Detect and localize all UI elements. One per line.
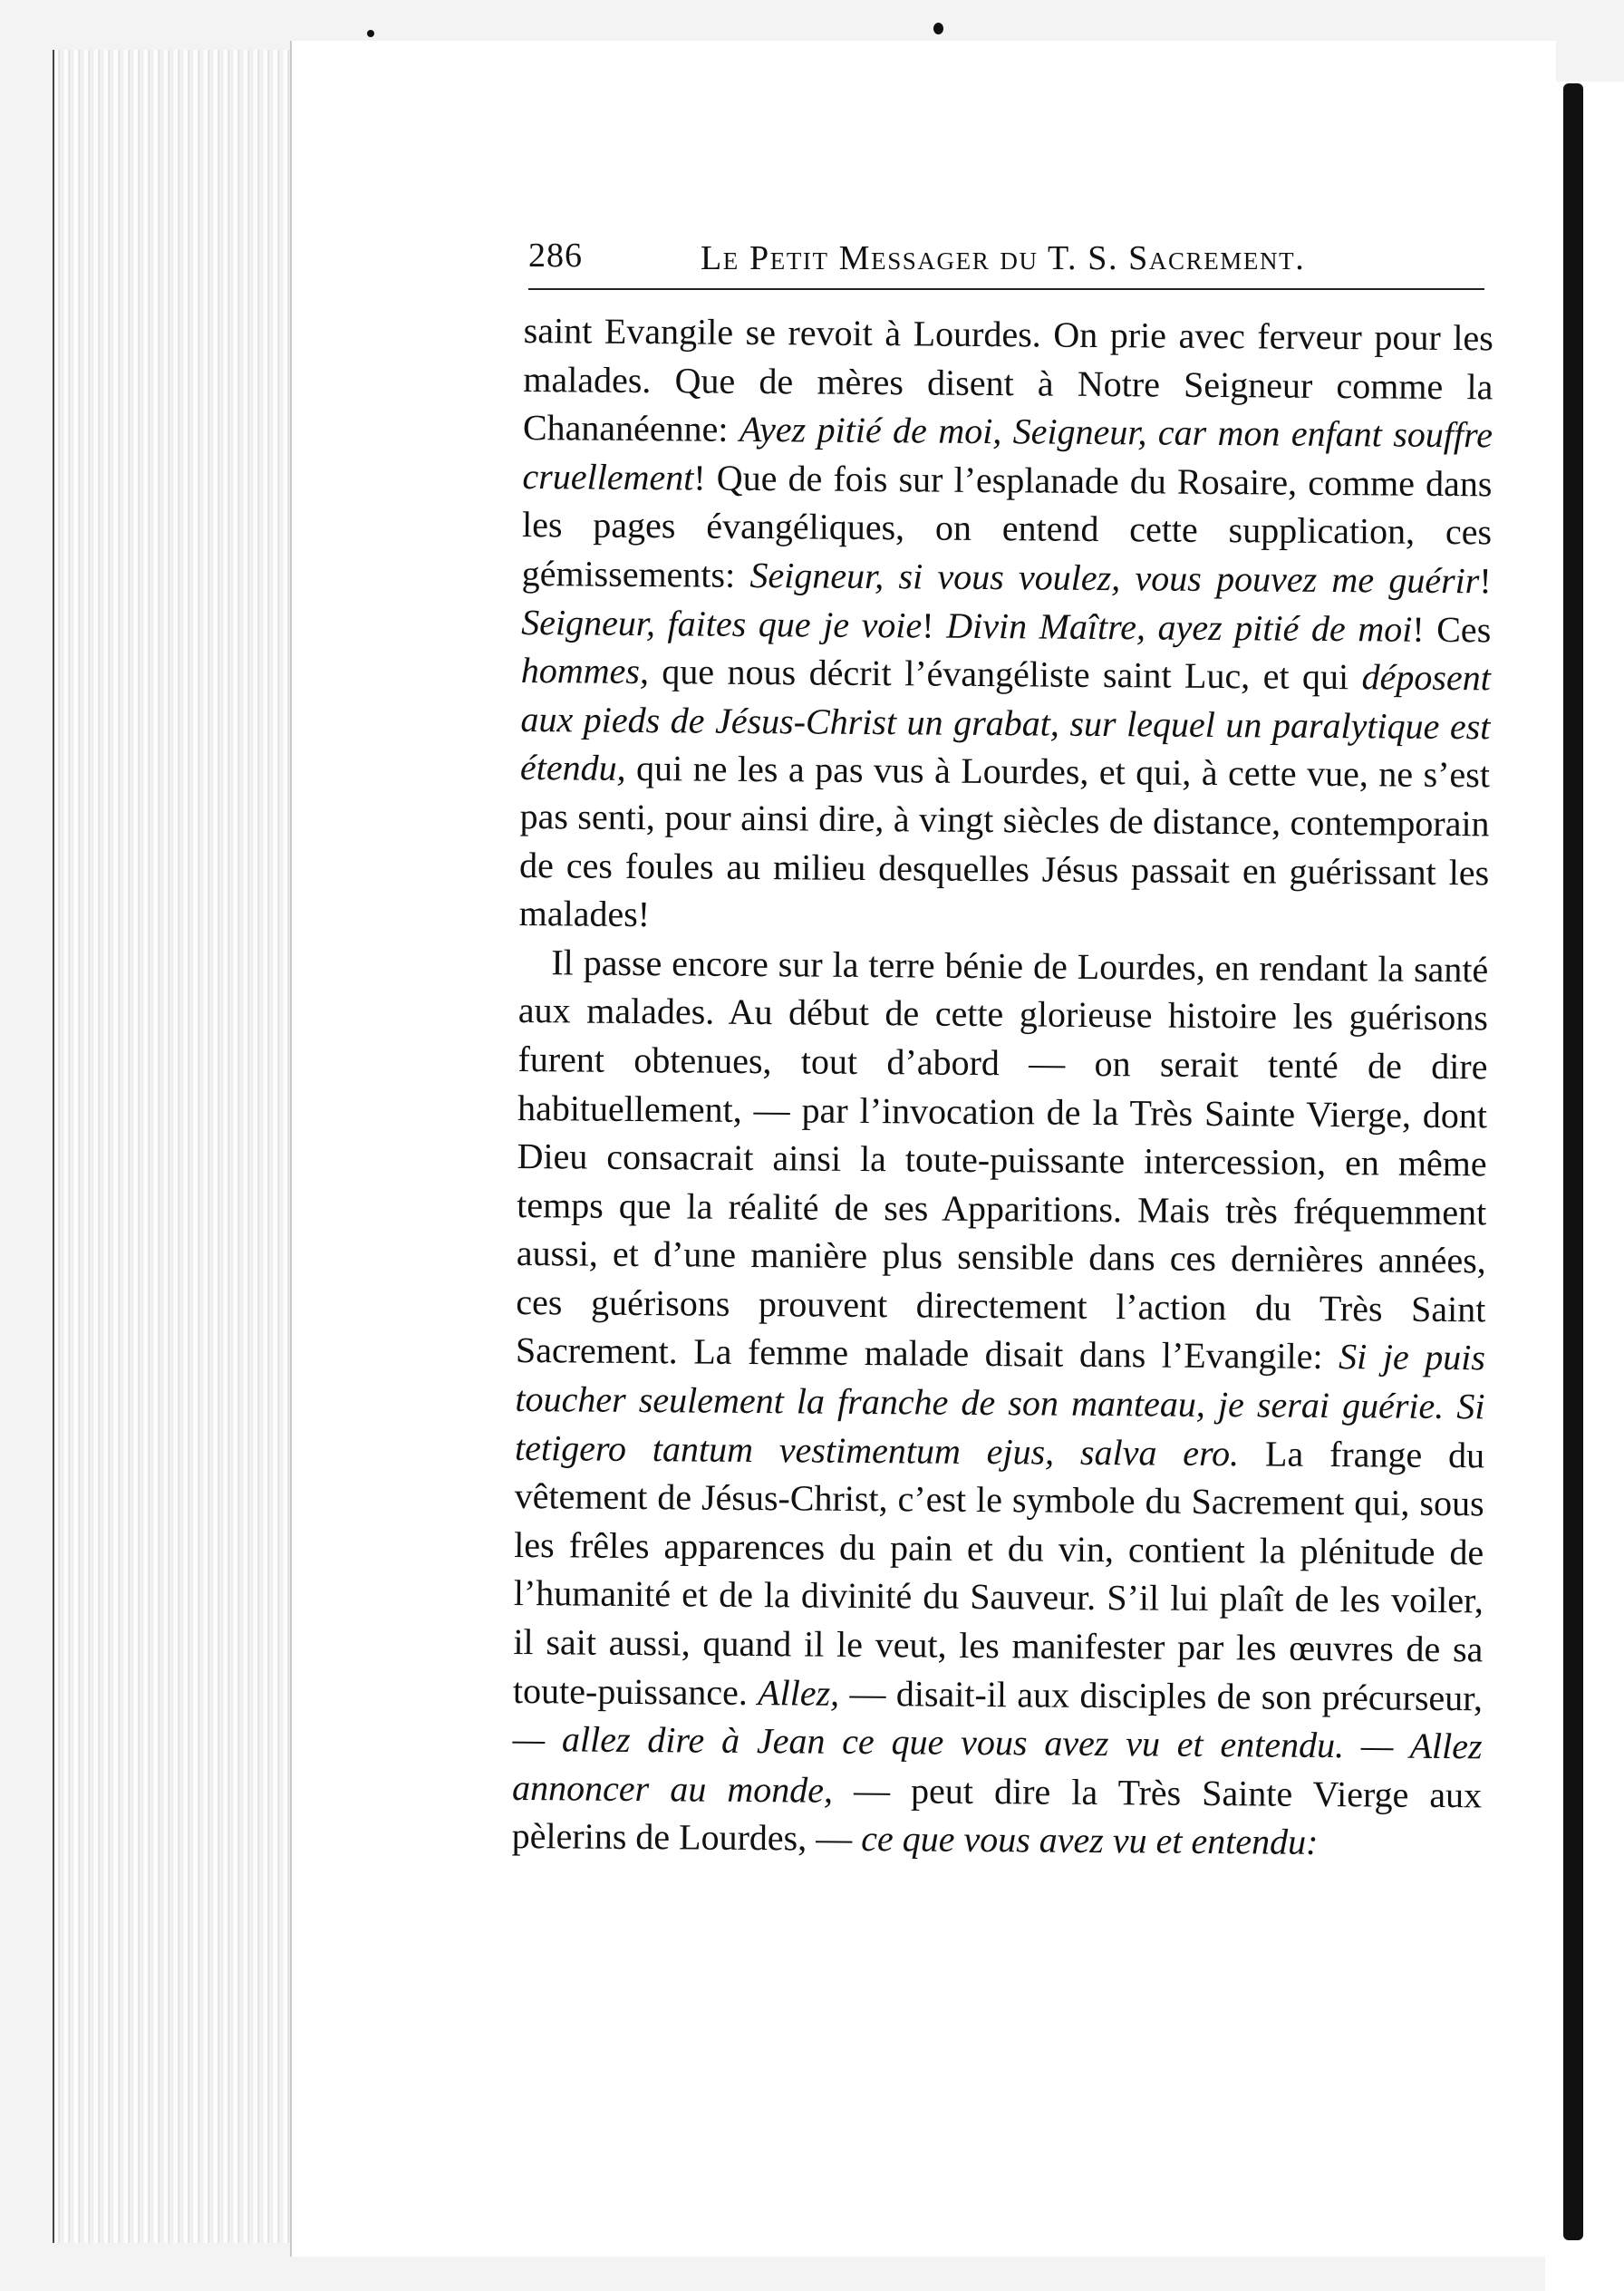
book-page-edges (53, 50, 299, 2243)
text-run: — peut dire la Très Sainte Vierge aux pèlerins de Lourdes, — (511, 1769, 1483, 1860)
italic-quote: Seigneur, faites que je voie (521, 601, 923, 646)
text-run: Il passe encore sur la terre bénie de Lourdes, en rendant la santé aux malades. Au début de cette glorieuse histoire les guérisons furent obtenues, tout d’abord — on serait tenté de dire habituellement, — par l’invocation de la Très Sainte Vierge, dont Dieu consacrait ainsi la toute-puissante intercession, en même temps que la réalité de ses Apparitions. Mais très fréquemment aussi, et d’une manière plus sensible dans ces dernières années, ces guérisons prouvent directement l’action du Très Saint Sacrement. La femme malade disait dans l’Evangile: (515, 941, 1489, 1378)
italic-quote: Allez, (757, 1671, 840, 1714)
text-run: saint Evangile se revoit à Lourdes. On prie avec ferveur pour les malades. Que de mères disent à Notre Seigneur comme la Chananéenne: (522, 309, 1494, 450)
page-number: 286 (528, 237, 583, 275)
italic-emphasis: hommes, (520, 650, 650, 692)
paragraph-lourdes-prayers (519, 306, 1494, 945)
italic-quote: Si je puis toucher seulement la franche de son manteau, je serai guérie. Si tetigero tantum vestimentum ejus, salva ero. (514, 1336, 1486, 1474)
italic-quote: Seigneur, si vous voulez, vous pouvez me guérir (749, 554, 1480, 602)
italic-quote: — allez dire à Jean ce que vous avez vu et entendu. — Allez annoncer au monde, (511, 1718, 1483, 1811)
text-run: — disait-il aux disciples de son précurseur, (838, 1672, 1484, 1718)
text-run: ! (922, 604, 947, 646)
italic-quote: déposent aux pieds de Jésus-Christ un grabat, sur lequel un paralytique est étendu, (519, 656, 1491, 789)
italic-quote: Ayez pitié de moi, Seigneur, car mon enfant souffre cruellement (522, 409, 1494, 498)
running-title: Le Petit Messager du T. S. Sacrement. (701, 239, 1306, 277)
text-run: ! Que de fois sur l’esplanade du Rosaire, comme dans les pages évangéliques, on entend cette supplication, ces gémissements: (521, 457, 1493, 595)
body-text (512, 306, 1494, 1868)
text-run: La frange du vêtement de Jésus-Christ, c’est le symbole du Sacrement qui, sous les frêles apparences du pain et du vin, contient la plénitude de l’humanité et de la divinité du Sauveur. S’il lui plaît de les voiler, il sait aussi, quand il le veut, les manifester par les œuvres de sa toute-puissance. (512, 1432, 1485, 1713)
dust-speck (367, 30, 374, 37)
italic-quote: Divin Maître, ayez pitié de moi (946, 604, 1413, 650)
scanner-frame (1545, 82, 1624, 2291)
text-run: qui ne les a pas vus à Lourdes, et qui, à cette vue, ne s’est pas senti, pour ainsi dire, à vingt siècles de distance, contemporain de ces foules au milieu desquelles Jésus passait en guérissant les malades! (518, 748, 1491, 935)
paragraph-healings (512, 938, 1489, 1869)
text-run: ! (1479, 560, 1492, 602)
dust-speck (933, 23, 943, 34)
adjacent-page-edge (1563, 83, 1583, 2240)
italic-quote: ce que vous avez vu et entendu: (861, 1818, 1319, 1863)
running-header (528, 234, 1484, 290)
text-run: ! Ces (1412, 608, 1492, 650)
text-run: que nous décrit l’évangéliste saint Luc, et qui (648, 651, 1362, 698)
